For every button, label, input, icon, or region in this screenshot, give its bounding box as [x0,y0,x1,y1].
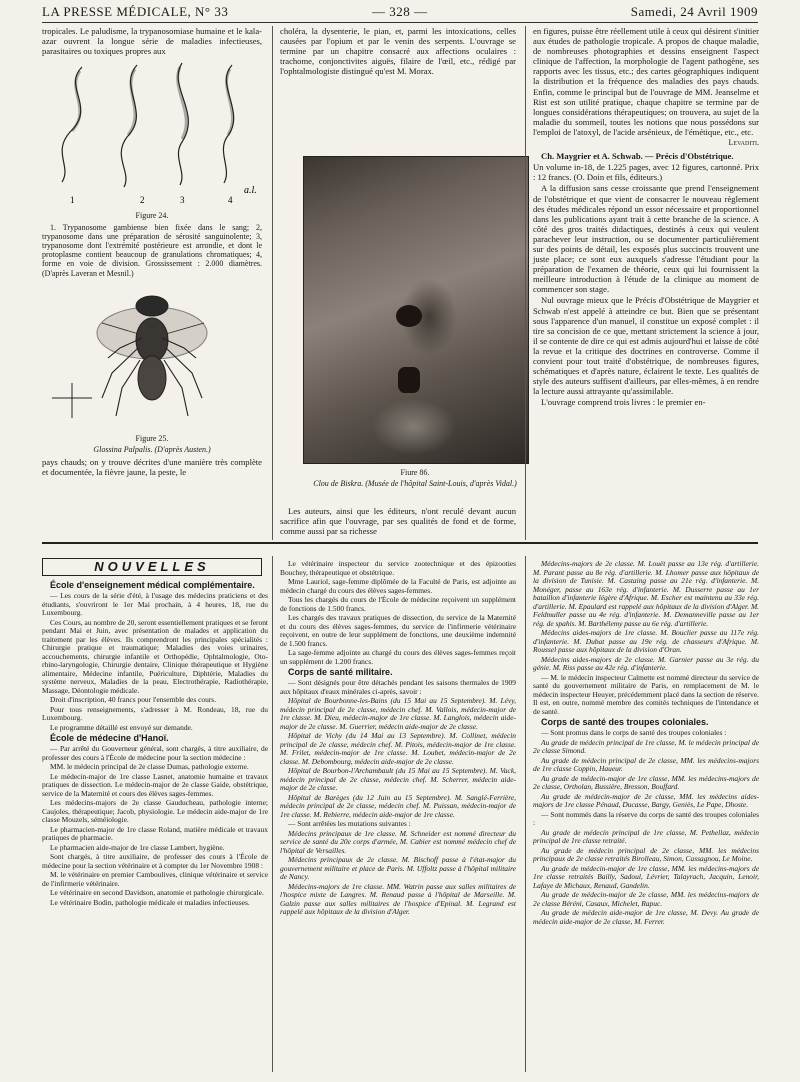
n2-p12: Médecins principaux de 1re classe. M. Schneider est nommé directeur du service de santé du 20e corps d'armée, M. Cabier est nommé médecin chef de l'hôpital de Versailles. [280,828,516,855]
n2-p2: Mme Lauriol, sage-femme diplômée de la Faculté de Paris, est adjointe au médecin chargé du cours des élèves sages-femmes. [280,577,516,595]
n3-p8: Au grade de médecin-major de 1re classe, MM. les médecins-majors de 2e classe, Ortholan, Bussière, Bresson, Bouffard. [533,773,759,791]
journal-title: LA PRESSE MÉDICALE, N° 33 [42,4,229,19]
n2-p11: — Sont arrêtées les mutations suivantes : [288,819,411,828]
n1-p4: Pour tous renseignements, s'adresser à M. Rondeau, 18, rue du Luxembourg. [42,704,268,722]
nouvelles-column-3 [533,560,759,927]
col3-p1: en figures, puisse être réellement utile à ceux qui désirent s'initier aux études de pathologie tropicale. A propos de chaque maladie, de nombreuses photographies et dessins enseignent l'aspect clinique de l'affection, la morphologie de l'agent pathogène, ses rapports avec les tissus, etc.; des cartes géographiques indiquent la distribution et la fréquence des maladies des pays chauds. Enfin, comme le principal but de l'ouvrage de MM. Jeanselme et Rist est son utilité pratique, chaque chapitre se termine par de longues considérations thérapeutiques; on trouvera, au sujet de la maladie du sommeil, toutes les notions que nous possédons sur l'emploi de l'atoxyl, de l'acide arsénieux, de l'émétique, etc., etc. [533,26,759,137]
n1-p13: M. le vétérinaire en premier Camboulives, clinique vétérinaire et service de l'infirmerie vétérinaire. [42,870,268,888]
figure-25-tsetse-fly [42,278,262,430]
n1-p10: Le pharmacien-major de 1re classe Roland, matière médicale et travaux pratiques de pharmacie. [42,824,268,842]
fig24-label-2: 2 [140,195,145,206]
fly-head [136,296,168,316]
trypanosome-1 [62,67,82,182]
n1-p1: — Les cours de la série d'été, à l'usage des médecins praticiens et des étudiants, s'ouvriront le 1er Mai prochain, à 4 heures, 18, rue du Luxembourg. [42,591,268,617]
heading-corps-sante-militaire: Corps de santé militaire. [288,667,393,677]
n1-p7: MM. le médecin principal de 2e classe Dumas, pathologie externe. [50,762,249,771]
n3-p5: — Sont promus dans le corps de santé des troupes coloniales : [541,728,727,737]
review-meta: Un volume in-18, de 1.225 pages, avec 12 figures, cartonné. Prix : 12 francs. (O. Doin et fils, éditeurs.) [533,162,759,183]
col3-p3: Nul ouvrage mieux que le Précis d'Obstétrique de Maygrier et Schwab n'est appelé à atteindre ce but. Bien que se présentant sous l'apparence d'un manuel, il constitue un exposé complet : il tire sa concision de ce que, mettant strictement la science à jour, il se contente de dire ce qui est admis aujourd'hui et laisse de côté la revue et la critique des doctrines en controverse. Comme il convient pour tout traité d'obstétrique, de nombreuses figures, schématiques et d'après nature, éclairent le texte. Les qualités de style des auteurs suffisent d'ailleurs, par elles-mêmes, à en rendre la lecture aussi attrayante qu'assimilable. [533,295,759,397]
n1-p11: Le pharmacien aide-major de 1re classe Lambert, hygiène. [50,842,225,852]
top-column-1 [42,26,262,478]
col2-tail: Les auteurs, ainsi que les éditeurs, n'ont reculé devant aucun sacrifice afin que l'ouvrage, par ses qualités de fond et de forme, comme aussi par sa richesse [280,506,516,537]
n1-p6: — Par arrêté du Gouverneur général, sont chargés, à titre auxiliaire, de professer des cours à l'École de médecine pour la section médecine : [42,744,268,762]
header-rule [42,22,758,23]
fig24-caption: 1. Trypanosome gambiense bien fixée dans le sang; 2, trypanosome dans une préparation de sérosité sanguinolente; 3, trypanosome dont l'extrémité postérieure est arrondie, et dont le protoplasme contient beaucoup de granulations chromatiques; 4, forme en voie de division. Grossissement : 2.000 diamètres. (D'après Laveran et Mesnil.) [42,222,262,278]
lesion-1 [396,305,422,327]
fly-abdomen [138,356,166,400]
nouvelles-column-2 [280,560,516,918]
n3-p1: Médecins-majors de 2e classe. M. Louët passe au 13e rég. d'artillerie. M. Parant passe au 8e rég. d'artillerie. M. Lhomer passe aux hôpitaux de la division de Tunisie. M. Castaing passe au 21e rég. d'infanterie. M. Monéger, passe au 163e rég. d'infanterie. M. Dusserre passe au 1er bataillon d'infanterie légère d'Afrique. M. Escher est maintenu au 33e rég. d'artillerie. M. Epaulard est rappelé aux hôpitaux de la division d'Alger. M. Feldmuller passe au 4e rég. d'infanterie. M. Demanneville passe au 1er rég. de spahis. M. Barthélemy passe au 6e rég. d'artillerie. [533,559,759,628]
n1-p12: Sont chargés, à titre auxiliaire, de professer des cours à l'École de médecine pour la section vétérinaire et à compter du 1er Novembre 1908 : [42,852,268,870]
figure-24-trypanosomes [42,57,262,207]
top-column-3 [533,26,759,408]
issue-date: Samedi, 24 Avril 1909 [630,4,758,19]
n2-p7: Hôpital de Bourbonne-les-Bains (du 15 Mai au 15 Septembre). M. Lévy, médecin principal de 2e classe, médecin chef. M. Vallois, médecin-major de 1re classe. M. Dieu, médecin-major de 1re classe. M. Langlois, médecin aide-major de 2e classe. M. Guerrier, médecin aide-major de 2e classe. [280,696,516,731]
page-header [0,0,800,22]
review-signature: Levaditi. [728,138,759,148]
heading-troupes-coloniales: Corps de santé des troupes coloniales. [541,717,709,727]
n3-p11: Au grade de médecin principal de 1re classe, M. Pethellaz, médecin principal de 1re classe retraité. [533,827,759,845]
fig86-caption-block [295,466,535,490]
fig86-caption: Clou de Biskra. (Musée de l'hôpital Saint-Louis, d'après Vidal.) [313,479,517,489]
n1-p8: Le médecin-major de 1re classe Lasnet, anatomie humaine et travaux pratiques de dissection. Le médecin-major de 2e classe Gaide, obstétrique, service de la Maternité et cours des élèves sages-femmes. [42,771,268,798]
review-title: Ch. Maygrier et A. Schwab. — Précis d'Obstétrique. [541,151,734,162]
n3-p4: — M. le médecin inspecteur Calmette est nommé directeur du service de santé du gouvernement militaire de Paris, en remplacement de M. le médecin inspecteur Heuyer, précédemment placé dans la section de réserve. Il est, en outre, nommé membre des comités techniques de l'intendance et de santé. [533,672,759,716]
col3-p2: A la diffusion sans cesse croissante que prend l'enseignement de l'obstétrique et que vient de consacrer le nouveau règlement des études médicales répond un essor nécessaire et proportionnel dans les publications ayant trait à cette branche de la science. A côté des gros traités didactiques, destinés à ceux qui veulent parachever leur instruction, ou se documenter particulièrement sur des points de détail, les exposés plus succincts trouvent une juste place; ce sont eux auxquels s'adresse l'étudiant pour la préparation de l'examen de théorie, ceux qui lui fournissent la meilleure introduction à l'étude de la clinique au moment de commencer son stage. [533,183,759,295]
col2-text: choléra, la dysenterie, le pian, et, parmi les intoxications, celles causées par l'opium et par le venin des serpents. L'ouvrage se termine par un chapitre consacré aux affections oculaires : trachome, conjonctivites aiguës, filaire de l'œil, etc., rédigé par l'ophtalmologiste distingué qu'est M. Morax. [280,26,516,77]
column-rule-2 [525,26,526,540]
page-number: — 328 — [372,4,428,19]
n1-p3: Droit d'inscription, 40 francs pour l'ensemble des cours. [50,695,217,704]
fig24-label-3: 3 [180,195,185,206]
col1-tail: pays chauds; on y trouve décrites d'une manière très complète et documentée, la fièvre jaune, la peste, le [42,457,262,478]
n3-p14: Au grade de médecin-major de 2e classe, MM. les médecins-majors de 2e classe Béréni, Casaux, Michelet, Rapuc. [533,890,759,908]
column-rule-3 [272,556,273,1072]
n3-p3: Médecins aides-majors de 2e classe. M. Garnier passe au 3e rég. du génie. M. Riss passe au 42e rég. d'infanterie. [533,654,759,672]
nouvelles-column-1 [42,580,268,908]
fig24-label-1: 1 [70,195,75,206]
lesion-2 [398,367,420,393]
n3-p10: — Sont nommés dans la réserve du corps de santé des troupes coloniales : [533,809,759,827]
n1-p9: Les médecins-majors de 2e classe Gauducheau, pathologie interne; Caujoles, thérapeutique; Jacob, physiologie. Le médecin aide-major de 1re classe Mouzels, séméiologie. [42,798,268,824]
figure-86-photo-biskra-button [303,156,529,464]
heading-ecole-complementaire: École d'enseignement médical complémentaire. [50,580,255,590]
fig24-title: Figure 24. [135,211,169,221]
n1-p15: Le vétérinaire Bodin, pathologie médicale et maladies infectieuses. [50,897,250,907]
n2-p1: Le vétérinaire inspecteur du service zootechnique et des épizooties Bouchey, thérapeutique et obstétrique. [280,559,516,577]
fly-thorax [136,318,168,362]
fig25-title: Figure 25. [135,433,169,443]
col2-tail-block [280,506,516,537]
top-column-2 [280,26,516,77]
col1-intro: tropicales. Le paludisme, la trypanosomiase humaine et le kala-azar ouvrent la longue série de maladies infectieuses, parasitaires ou toxiques propres aux [42,26,262,57]
n3-p15: Au grade de médecin aide-major de 1re classe, M. Devy. Au grade de médecin aide-major de 2e classe, M. Ferrer. [533,908,759,926]
n2-p6: — Sont désignés pour être détachés pendant les saisons thermales de 1909 aux hôpitaux d'eaux minérales ci-après, savoir : [280,678,516,696]
n1-p2: Ces Cours, au nombre de 20, seront essentiellement pratiques et se feront pendant Mai et Juin, avec présentation de malades et application du traitement par les élèves. Ils comprendront les principales spécialités : Chirurgie pratique et traumatique; Maladies des voies urinaires, accouchements, chirurgie infantile et Orthopédie, Ophtalmologie, Oto-rhino-laryngologie, Chirurgie dentaire, Clinique thérapeutique et Hygiène alimentaire, Médecine infantile, Puériculture, Diphtérie, Maladies du système nerveux, Maladies de la peau, Electrothérapie, Radiothérapie, Massage, Déontologie médicale. [42,617,268,695]
n1-p14: Le vétérinaire en second Davidson, anatomie et pathologie chirurgicale. [50,888,264,897]
n3-p2: Médecins aides-majors de 1re classe. M. Bouclier passe au 117e rég. d'infanterie. M. Dubat passe au 19e rég. de chasseurs d'Afrique. M. Roussel passe aux hôpitaux de la division d'Oran. [533,628,759,654]
n2-p10: Hôpital de Barèges (du 12 Juin au 15 Septembre). M. Sanglé-Ferrière, médecin principal de 2e classe, médecin chef. M. Puissan, médecin-major de 1re classe. M. Rebierre, médecin aide-major de 1re classe. [280,792,516,819]
n2-p3: Tous les chargés du cours de l'École de médecine reçoivent un supplément de fonctions de 1.500 francs. [280,595,516,613]
fig24-label-4: 4 [228,195,233,206]
n3-p13: Au grade de médecin-major de 1re classe, MM. les médecins-majors de 1re classe retraités Bailly, Sadoul, Lévrier, Talayrach, Jacquin, Lenoir, Lafaye de Michaux, Renaud, Gandelin. [533,863,759,890]
column-rule-4 [525,556,526,1072]
n2-p4: Les chargés des travaux pratiques de dissection, du service de la Maternité et du cours des élèves sages-femmes, du service de l'infirmerie vétérinaire reçoivent, en outre de leur supplément de fonctions, une deuxième indemnité de 1.500 francs. [280,613,516,648]
n3-p6: Au grade de médecin principal de 1re classe, M. le médecin principal de 2e classe Simond. [533,737,759,755]
col3-p4: L'ouvrage comprend trois livres : le premier en- [541,397,706,408]
scale-cross [52,383,92,418]
n3-p12: Au grade de médecin principal de 2e classe, MM. les médecins principaux de 2e classe retraités Birolleau, Simon, Cassagnou, Le Moine. [533,845,759,863]
nouvelles-banner: NOUVELLES [42,558,262,576]
n2-p14: Médecins-majors de 1re classe. MM. Watrin passe aux salles militaires de l'hospice mixte de Langres. M. Renaud passe à l'hôpital de Marseille. M. Galzin passe aux salles militaires de l'hospice d'Epinal. M. Legrand est rappelé aux hôpitaux de la division d'Alger. [280,881,516,916]
heading-ecole-hanoi: École de médecine d'Hanoï. [50,733,169,743]
n2-p8: Hôpital de Vichy (du 14 Mai au 13 Septembre). M. Collinet, médecin principal de 2e classe, médecin chef. M. Pitois, médecin-major de 1re classe. M. Frilet, médecin-major de 1re classe. M. Loubet, médecin-major de 2e classe. M. Debombourg, médecin aide-major de 2e classe. [280,731,516,766]
n2-p9: Hôpital de Bourbon-l'Archambault (du 15 Mai au 15 Septembre). M. Vack, médecin principal de 2e classe, médecin chef. M. Scherrer, médecin aide-major de 2e classe. [280,766,516,792]
n2-p5: La sage-femme adjointe au chargé du cours des élèves sages-femmes reçoit un supplément de 1.200 francs. [280,648,516,666]
n2-p13: Médecins principaux de 2e classe. M. Bischoff passe à l'état-major du gouvernement militaire et place de Paris. M. Uffoltz passe à l'hôpital militaire de Nancy. [280,855,516,881]
artist-signature: a.l. [244,185,257,197]
n1-p5: Le programme détaillé est envoyé sur demande. [50,722,193,732]
fig86-title: Fiure 86. [400,468,430,477]
n3-p9: Au grade de médecin-major de 2e classe, MM. les médecins aides-majors de 1re classe Pénaud, Ducasse, Bargy, Geniès, Le Pape, Dhoste. [533,791,759,809]
fig25-caption: Glossina Palpalis. (D'après Austen.) [93,445,211,455]
column-rule-1 [272,26,273,540]
section-rule [42,542,758,544]
n3-p7: Au grade de médecin principal de 2e classe, MM. les médecins-majors de 1re classe Coppin, Haueur. [533,755,759,773]
